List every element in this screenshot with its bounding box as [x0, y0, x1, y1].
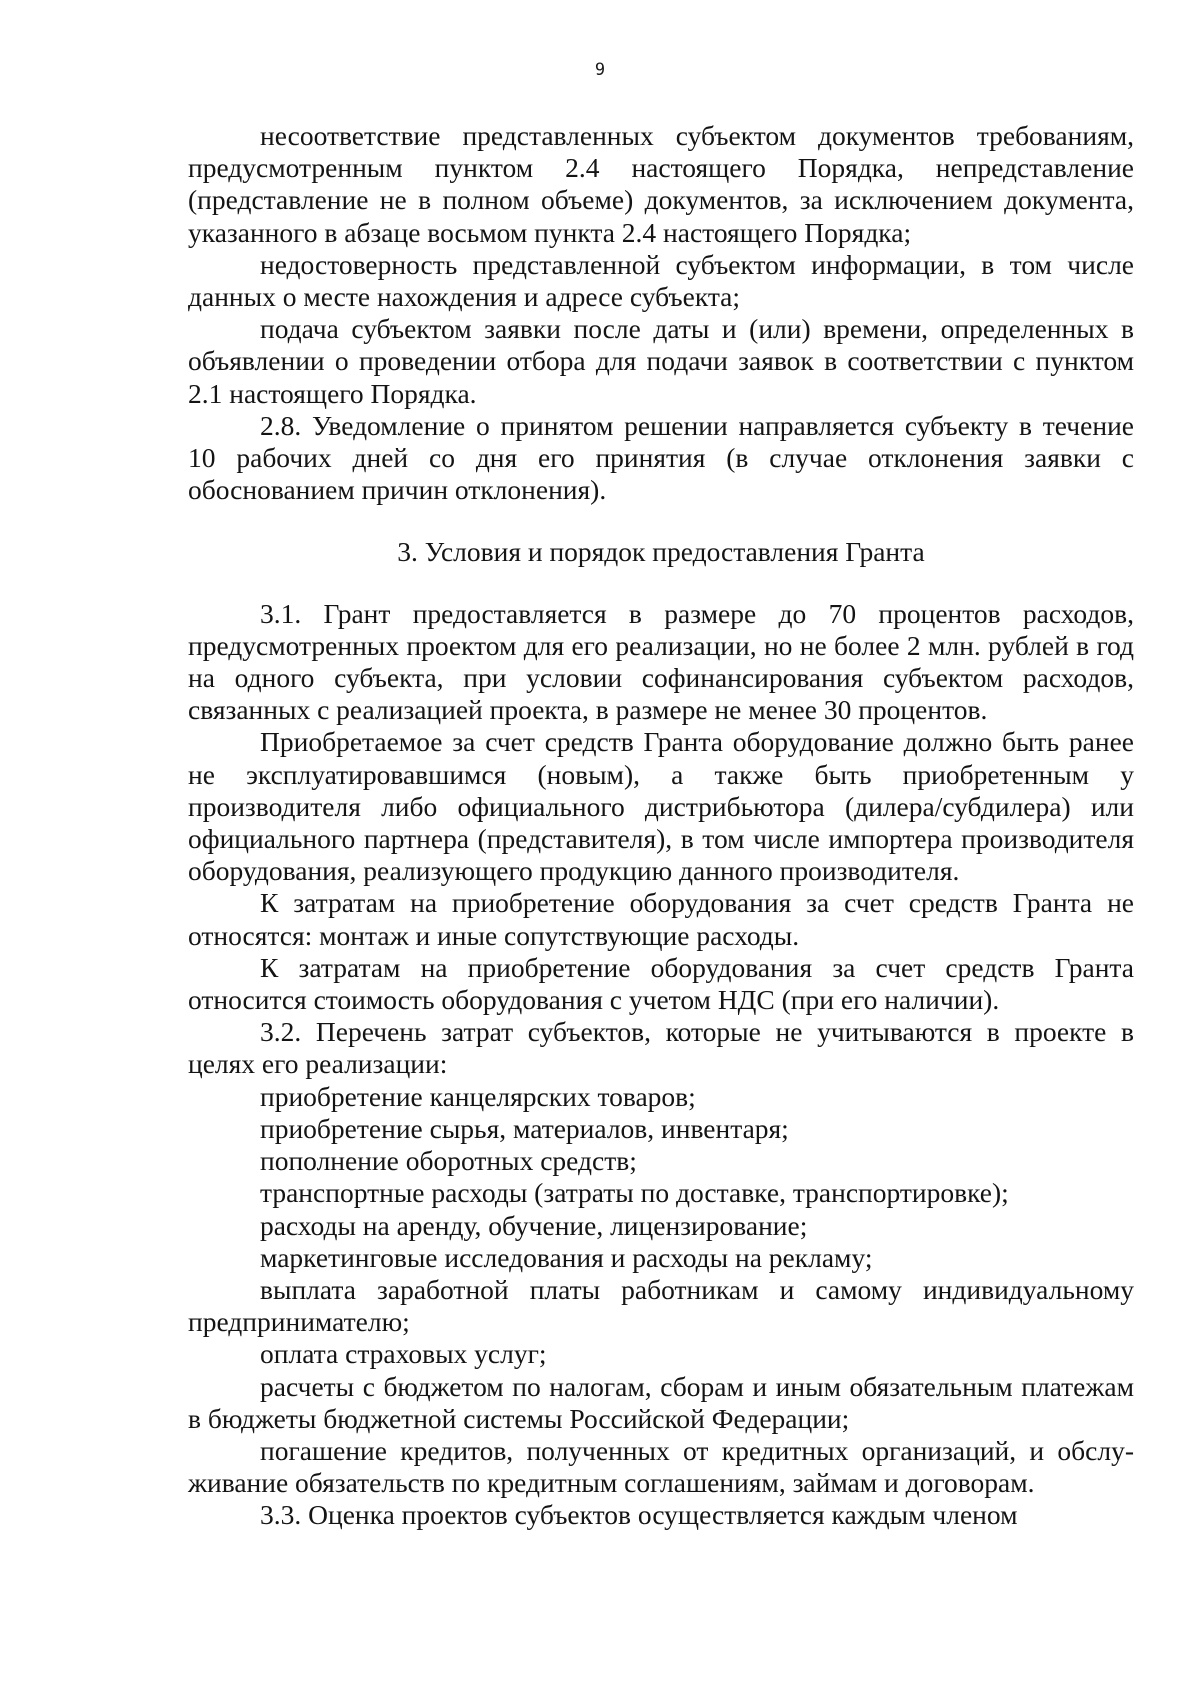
- paragraph-equipment-requirements: Приобретаемое за счет средств Гранта оборудование должно быть ранее не эксплуатировавшимся (новым), а также быть приобретенным у производителя либо официального дистрибьютора (дилера/субдилера) или официального партнера (представителя), в том числе импортера производителя оборудования, реализующего продукцию данного производителя.: [188, 726, 1134, 887]
- list-item: расчеты с бюджетом по налогам, сборам и иным обязательным платежам в бюджеты бюджетной системы Российской Федерации;: [188, 1370, 1134, 1434]
- paragraph-unreliable-info: недостоверность представленной субъектом информации, в том числе данных о месте нахождения и адресе субъекта;: [188, 248, 1134, 313]
- list-item: приобретение канцелярских товаров;: [260, 1080, 696, 1112]
- section-heading: 3. Условия и порядок предоставления Гранта: [397, 536, 925, 568]
- list-item: погашение кредитов, полученных от кредитных организаций, и обслуживание обязательств по кредитным соглашениям, займам и договорам.: [188, 1434, 1134, 1499]
- paragraph-3-1-grant-size: 3.1. Грант предоставляется в размере до 70 процентов расходов, предусмотренных проектом для его реализации, но не более 2 млн. рублей в год на одного субъекта, при условии софинансирования субъектом расходов, связанных с реализацией проекта, в размере не менее 30 процентов.: [188, 597, 1134, 726]
- paragraph-mismatch-documents: несоответствие представленных субъектом документов требованиям, предусмотренным пунктом 2.4 настоящего Порядка, непредставление (представление не в полном объеме) документов, за исключением документа, указанного в абзаце восьмом пункта 2.4 настоящего Порядка;: [188, 120, 1134, 248]
- list-item: расходы на аренду, обучение, лицензирование;: [260, 1209, 808, 1241]
- list-item: приобретение сырья, материалов, инвентаря;: [260, 1112, 789, 1144]
- paragraph-3-2-cost-list-intro: 3.2. Перечень затрат субъектов, которые не учитываются в проекте в целях его реализации:: [188, 1016, 1134, 1080]
- paragraph-2-8-notification: 2.8. Уведомление о принятом решении направляется субъекту в течение 10 рабочих дней со дня его принятия (в случае отклонения заявки с обоснованием причин отклонения).: [188, 409, 1134, 506]
- paragraph-costs-not-included: К затратам на приобретение оборудования за счет средств Гранта не относятся: монтаж и иные сопутствующие расходы.: [188, 887, 1134, 951]
- document-body: [188, 120, 1134, 1532]
- list-item: пополнение оборотных средств;: [260, 1145, 637, 1177]
- list-item: транспортные расходы (затраты по доставке, транспортировке);: [260, 1177, 1009, 1209]
- list-item: маркетинговые исследования и расходы на рекламу;: [260, 1241, 873, 1273]
- list-item: выплата заработной платы работникам и самому индивидуальному предпринимателю;: [188, 1273, 1134, 1338]
- paragraph-costs-included: К затратам на приобретение оборудования за счет средств Гранта относится стоимость оборудования с учетом НДС (при его наличии).: [188, 951, 1134, 1016]
- paragraph-3-3-evaluation: 3.3. Оценка проектов субъектов осуществляется каждым членом: [260, 1499, 1018, 1531]
- list-item: оплата страховых услуг;: [260, 1338, 547, 1370]
- paragraph-late-submission: подача субъектом заявки после даты и (или) времени, определенных в объявлении о проведении отбора для подачи заявок в соответствии с пунктом 2.1 настоящего Порядка.: [188, 313, 1134, 409]
- page-number: 9: [594, 60, 606, 80]
